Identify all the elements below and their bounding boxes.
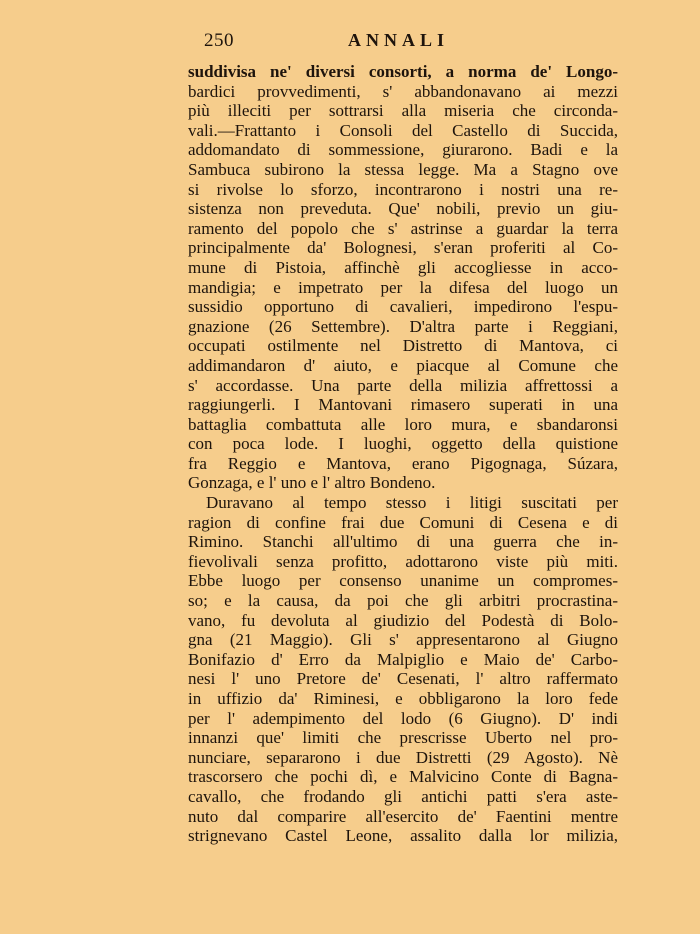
text-line: raggiungerli. I Mantovani rimasero superati in una	[188, 395, 618, 415]
text-line: per l' adempimento del lodo (6 Giugno). D' indi	[188, 708, 618, 728]
text-line: addimandaron d' aiuto, e piacque al Comune che	[188, 355, 618, 375]
paragraph	[188, 493, 618, 846]
text-line: gna (21 Maggio). Gli s' appresentarono al Giugno	[188, 630, 618, 650]
text-line: mune di Pistoia, affinchè gli accogliesse in acco-	[188, 257, 618, 277]
text-line: trascorsero che pochi dì, e Malvicino Conte di Bagna-	[188, 767, 618, 787]
text-line: Sambuca subirono la stessa legge. Ma a Stagno ove	[188, 159, 618, 179]
text-line: si rivolse lo sforzo, incontrarono i nostri una re-	[188, 179, 618, 199]
text-line: Bonifazio d' Erro da Malpiglio e Maio de' Carbo-	[188, 649, 618, 669]
text-line: strignevano Castel Leone, assalito dalla lor milizia,	[188, 826, 618, 846]
text-line: addomandato di sommessione, giurarono. Badi e la	[188, 140, 618, 160]
text-line: principalmente da' Bolognesi, s'eran proferiti al Co-	[188, 238, 618, 258]
text-line: s' accordasse. Una parte della milizia affrettossi a	[188, 375, 618, 395]
text-line: nuto dal comparire all'esercito de' Faentini mentre	[188, 806, 618, 826]
text-line: bardici provvedimenti, s' abbandonavano ai mezzi	[188, 81, 618, 101]
page-number: 250	[204, 30, 234, 51]
text-line: nunciare, separarono i due Distretti (29 Agosto). Nè	[188, 747, 618, 767]
text-line: fievolivali senza profitto, adottarono viste più miti.	[188, 551, 618, 571]
text-line: più illeciti per sottrarsi alla miseria che circonda-	[188, 101, 618, 121]
text-line: vano, fu devoluta al giudizio del Podestà di Bolo-	[188, 610, 618, 630]
text-line: Gonzaga, e l' uno e l' altro Bondeno.	[188, 473, 436, 493]
text-line: mandigia; e impetrato per la difesa del luogo un	[188, 277, 618, 297]
text-line: occupati ostilmente nel Distretto di Mantova, ci	[188, 336, 618, 356]
text-line: nesi l' uno Pretore de' Cesenati, l' altro raffermato	[188, 669, 618, 689]
text-line: battaglia combattuta alle loro mura, e sbandaronsi	[188, 414, 618, 434]
text-line: ragion di confine frai due Comuni di Cesena e di	[188, 512, 618, 532]
body-text	[188, 62, 618, 846]
text-line: innanzi que' limiti che prescrisse Uberto nel pro-	[188, 728, 618, 748]
text-line: vali.—Frattanto i Consoli del Castello di Succida,	[188, 120, 618, 140]
text-line: sistenza non preveduta. Que' nobili, previo un giu-	[188, 199, 618, 219]
text-line: Duravano al tempo stesso i litigi suscitati per	[206, 493, 618, 513]
text-line: fra Reggio e Mantova, erano Pigognaga, Súzara,	[188, 453, 618, 473]
running-title: ANNALI	[348, 30, 450, 50]
text-line: sussidio opportuno di cavalieri, impedirono l'espu-	[188, 297, 618, 317]
text-line: gnazione (26 Settembre). D'altra parte i Reggiani,	[188, 316, 618, 336]
text-line: in uffizio da' Riminesi, e obbligarono la loro fede	[188, 689, 618, 708]
text-line: suddivisa ne' diversi consorti, a norma de' Longo-	[188, 62, 618, 81]
text-line: Ebbe luogo per consenso unanime un compromes-	[188, 571, 618, 591]
running-head	[188, 30, 618, 50]
text-line: cavallo, che frodando gli antichi patti s'era aste-	[188, 786, 618, 806]
text-line: con poca lode. I luoghi, oggetto della quistione	[188, 434, 618, 454]
text-line: Rimino. Stanchi all'ultimo di una guerra che in-	[188, 532, 618, 552]
paragraph	[188, 62, 618, 493]
text-line: ramento del popolo che s' astrinse a guardar la terra	[188, 218, 618, 238]
text-line: so; e la causa, da poi che gli arbitri procrastina-	[188, 591, 618, 611]
